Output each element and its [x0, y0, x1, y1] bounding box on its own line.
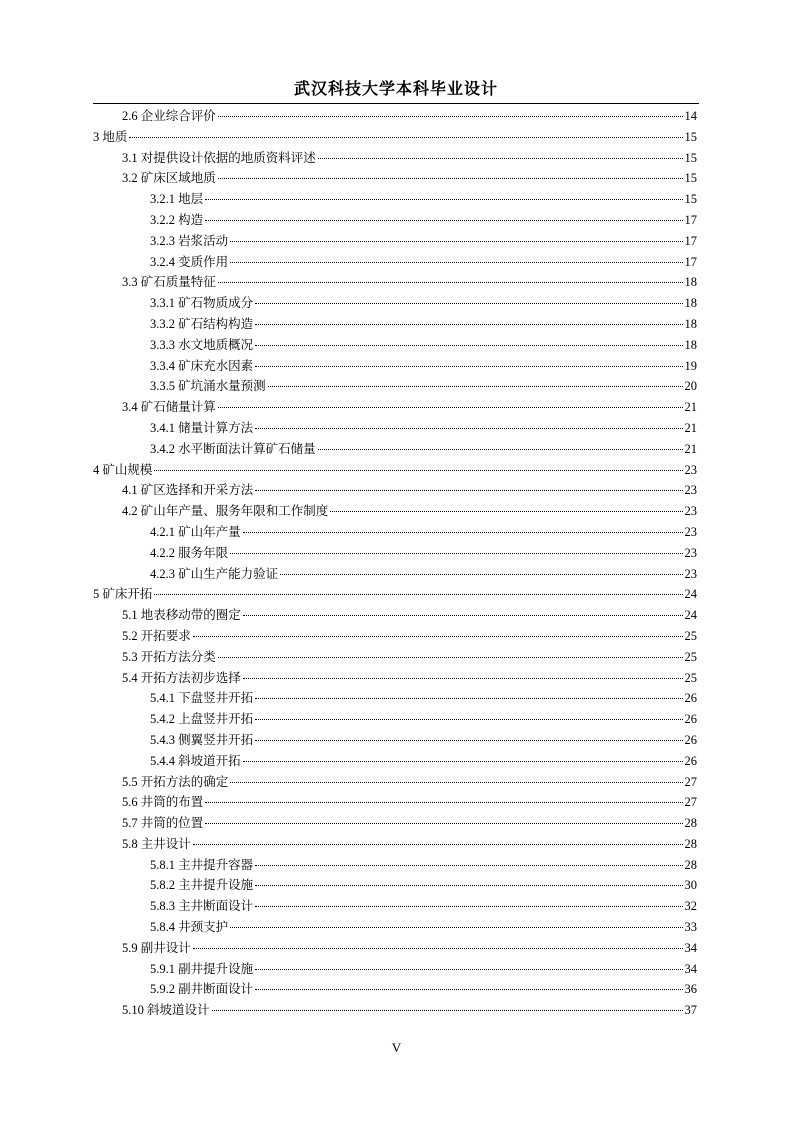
toc-entry-title: 3.3.5 矿坑涌水量预测: [150, 379, 266, 394]
dot-leader: [218, 657, 683, 658]
dot-leader: [218, 116, 683, 117]
dot-leader: [243, 678, 683, 679]
dot-leader: [255, 698, 682, 699]
toc-entry[interactable]: [93, 106, 697, 127]
toc-entry-title: 3.3.4 矿床充水因素: [150, 358, 254, 373]
toc-entry[interactable]: [93, 148, 697, 169]
toc-entry[interactable]: [93, 584, 697, 605]
toc-entry-title: 4.2.3 矿山生产能力验证: [150, 566, 279, 581]
dot-leader: [218, 407, 683, 408]
dot-leader: [193, 844, 683, 845]
toc-entry[interactable]: [93, 293, 697, 314]
toc-entry-title: 5.9.2 副井断面设计: [150, 982, 254, 997]
toc-entry-title: 3.3.2 矿石结构构造: [150, 316, 254, 331]
toc-entry-title: 3.2 矿床区域地质: [122, 171, 216, 186]
toc-entry-title: 3.4.2 水平断面法计算矿石储量: [150, 441, 316, 456]
toc-entry-page: 26: [684, 712, 697, 727]
toc-entry-title: 4.1 矿区选择和开采方法: [122, 483, 254, 498]
toc-entry-title: 4.2.2 服务年限: [150, 545, 229, 560]
toc-entry-title: 2.6 企业综合评价: [122, 109, 216, 123]
toc-entry[interactable]: [93, 231, 697, 252]
dot-leader: [218, 178, 683, 179]
toc-entry-page: 23: [684, 524, 697, 539]
toc-entry-title: 5.10 斜坡道设计: [122, 1003, 210, 1018]
toc-entry[interactable]: [93, 751, 697, 772]
toc-entry[interactable]: [93, 875, 697, 896]
toc-entry[interactable]: [93, 668, 697, 689]
dot-leader: [193, 636, 683, 637]
toc-entry[interactable]: [93, 772, 697, 793]
dot-leader: [243, 615, 683, 616]
toc-entry[interactable]: [93, 501, 697, 522]
toc-entry[interactable]: [93, 688, 697, 709]
toc-entry[interactable]: [93, 522, 697, 543]
toc-entry[interactable]: [93, 855, 697, 876]
toc-entry-page: 18: [684, 316, 697, 331]
toc-entry-title: 5 矿床开拓: [93, 587, 153, 602]
toc-entry-page: 30: [684, 878, 697, 893]
toc-entry-title: 5.2 开拓要求: [122, 628, 191, 643]
toc-entry-page: 28: [684, 857, 697, 872]
toc-entry[interactable]: [93, 959, 697, 980]
dot-leader: [255, 490, 682, 491]
toc-entry-page: 15: [684, 150, 697, 165]
toc-entry-page: 34: [684, 961, 697, 976]
toc-entry-page: 21: [684, 400, 697, 415]
toc-entry-title: 5.9.1 副井提升设施: [150, 961, 254, 976]
toc-entry[interactable]: [93, 792, 697, 813]
dot-leader: [230, 927, 682, 928]
toc-entry-title: 5.7 井筒的位置: [122, 816, 204, 831]
toc-entry-page: 25: [684, 628, 697, 643]
toc-entry-page: 18: [684, 337, 697, 352]
toc-entry[interactable]: [93, 127, 697, 148]
toc-entry[interactable]: [93, 272, 697, 293]
toc-entry[interactable]: [93, 356, 697, 377]
toc-entry-page: 23: [684, 462, 697, 477]
toc-entry-page: 34: [684, 940, 697, 955]
toc-entry-title: 5.4 开拓方法初步选择: [122, 670, 241, 685]
dot-leader: [255, 366, 682, 367]
dot-leader: [129, 137, 682, 138]
toc-entry-page: 19: [684, 358, 697, 373]
toc-entry-title: 5.5 开拓方法的确定: [122, 774, 229, 789]
toc-entry-title: 4 矿山规模: [93, 462, 153, 477]
toc-entry[interactable]: [93, 335, 697, 356]
page-header-title: 武汉科技大学本科毕业设计: [293, 81, 498, 98]
toc-entry-page: 15: [684, 171, 697, 186]
dot-leader: [205, 220, 682, 221]
toc-entry-page: 24: [684, 587, 697, 602]
toc-entry-page: 24: [684, 608, 697, 623]
toc-entry-page: 21: [684, 420, 697, 435]
toc-entry-page: 27: [684, 774, 697, 789]
toc-entry[interactable]: [93, 896, 697, 917]
toc-entry-page: 27: [684, 795, 697, 810]
toc-entry-title: 5.8.3 主井断面设计: [150, 899, 254, 914]
dot-leader: [154, 594, 682, 595]
toc-entry-page: 18: [684, 296, 697, 311]
dot-leader: [255, 428, 682, 429]
toc-entry-title: 3.4 矿石储量计算: [122, 400, 216, 415]
toc-entry-page: 23: [684, 566, 697, 581]
dot-leader: [243, 532, 683, 533]
toc-entry[interactable]: [93, 813, 697, 834]
toc-entry-title: 5.8 主井设计: [122, 836, 191, 851]
toc-entry[interactable]: [93, 460, 697, 481]
toc-entry-page: 23: [684, 545, 697, 560]
dot-leader: [255, 989, 682, 990]
toc-entry[interactable]: [93, 189, 697, 210]
dot-leader: [255, 719, 682, 720]
toc-entry-page: 26: [684, 753, 697, 768]
toc-entry-page: 36: [684, 982, 697, 997]
toc-entry-title: 5.8.2 主井提升设施: [150, 878, 254, 893]
toc-entry[interactable]: [93, 979, 697, 1000]
toc-entry-page: 17: [684, 212, 697, 227]
toc-entry-title: 4.2.1 矿山年产量: [150, 524, 241, 539]
dot-leader: [255, 324, 682, 325]
toc-entry-title: 5.8.4 井颈支护: [150, 920, 229, 935]
dot-leader: [268, 386, 683, 387]
toc-entry[interactable]: [93, 730, 697, 751]
toc-entry-title: 4.2 矿山年产量、服务年限和工作制度: [122, 504, 329, 519]
toc-entry[interactable]: [93, 314, 697, 335]
toc-entry[interactable]: [93, 605, 697, 626]
toc-entry-title: 5.6 井筒的布置: [122, 795, 204, 810]
toc-entry-page: 17: [684, 254, 697, 269]
toc-entry-page: 28: [684, 836, 697, 851]
dot-leader: [230, 553, 682, 554]
toc-entry[interactable]: [93, 917, 697, 938]
toc-entry-page: 25: [684, 670, 697, 685]
dot-leader: [255, 740, 682, 741]
toc-entry-title: 5.4.2 上盘竖井开拓: [150, 712, 254, 727]
toc-entry-page: 15: [684, 192, 697, 207]
header-rule: [93, 103, 699, 104]
toc-entry-page: 33: [684, 920, 697, 935]
toc-entry-title: 3.1 对提供设计依据的地质资料评述: [122, 150, 316, 165]
toc-entry-title: 5.9 副井设计: [122, 940, 191, 955]
toc-entry-title: 3.3.3 水文地质概况: [150, 337, 254, 352]
dot-leader: [205, 823, 682, 824]
toc-entry-title: 3.2.3 岩浆活动: [150, 233, 229, 248]
toc-entry-title: 3.2.1 地层: [150, 192, 204, 207]
dot-leader: [280, 574, 682, 575]
dot-leader: [193, 948, 683, 949]
dot-leader: [330, 511, 682, 512]
dot-leader: [205, 199, 682, 200]
toc-entry-page: 17: [684, 233, 697, 248]
toc-entry-page: 26: [684, 691, 697, 706]
toc-entry-page: 20: [684, 379, 697, 394]
toc-entry-page: 26: [684, 732, 697, 747]
toc-entry[interactable]: [93, 709, 697, 730]
dot-leader: [255, 969, 682, 970]
toc-entry-title: 3.2.4 变质作用: [150, 254, 229, 269]
toc-entry[interactable]: [93, 480, 697, 501]
toc-entry-page: 28: [684, 816, 697, 831]
toc-entry-page: 25: [684, 649, 697, 664]
toc-entry-title: 3 地质: [93, 129, 128, 144]
toc-entry[interactable]: [93, 439, 697, 460]
toc-entry-title: 3.4.1 储量计算方法: [150, 420, 254, 435]
toc-entry-title: 5.8.1 主井提升容器: [150, 857, 254, 872]
dot-leader: [205, 802, 682, 803]
toc-entry[interactable]: [93, 834, 697, 855]
toc-entry-page: 18: [684, 275, 697, 290]
dot-leader: [154, 470, 682, 471]
dot-leader: [230, 241, 682, 242]
toc-entry-title: 3.3.1 矿石物质成分: [150, 296, 254, 311]
toc-entry-page: 21: [684, 441, 697, 456]
toc-entry[interactable]: [93, 938, 697, 959]
toc-entry[interactable]: [93, 418, 697, 439]
toc-entry-title: 3.2.2 构造: [150, 212, 204, 227]
toc-entry-title: 5.4.3 侧翼竖井开拓: [150, 732, 254, 747]
dot-leader: [212, 1010, 683, 1011]
toc-entry-title: 5.4.1 下盘竖井开拓: [150, 691, 254, 706]
toc-entry[interactable]: [93, 564, 697, 585]
toc-entry-page: 23: [684, 504, 697, 519]
toc-entry[interactable]: [93, 168, 697, 189]
toc-entry-page: 14: [684, 109, 697, 123]
page-number: V: [391, 1040, 402, 1055]
toc-entry-title: 5.1 地表移动带的圈定: [122, 608, 241, 623]
dot-leader: [230, 782, 682, 783]
table-of-contents: [93, 106, 697, 1021]
toc-entry-page: 15: [684, 129, 697, 144]
toc-entry[interactable]: [93, 397, 697, 418]
toc-entry[interactable]: [93, 210, 697, 231]
toc-entry-title: 5.4.4 斜坡道开拓: [150, 753, 241, 768]
toc-entry-title: 5.3 开拓方法分类: [122, 649, 216, 664]
dot-leader: [255, 345, 682, 346]
dot-leader: [243, 761, 683, 762]
toc-entry[interactable]: [93, 252, 697, 273]
toc-entry[interactable]: [93, 1000, 697, 1021]
toc-entry-title: 3.3 矿石质量特征: [122, 275, 216, 290]
toc-entry[interactable]: [93, 647, 697, 668]
dot-leader: [218, 282, 683, 283]
dot-leader: [255, 906, 682, 907]
toc-entry[interactable]: [93, 376, 697, 397]
dot-leader: [255, 865, 682, 866]
dot-leader: [255, 303, 682, 304]
toc-entry[interactable]: [93, 543, 697, 564]
dot-leader: [318, 449, 683, 450]
toc-entry-page: 23: [684, 483, 697, 498]
toc-entry-page: 32: [684, 899, 697, 914]
toc-entry[interactable]: [93, 626, 697, 647]
toc-entry-page: 37: [684, 1003, 697, 1018]
dot-leader: [318, 158, 683, 159]
dot-leader: [230, 262, 682, 263]
dot-leader: [255, 885, 682, 886]
